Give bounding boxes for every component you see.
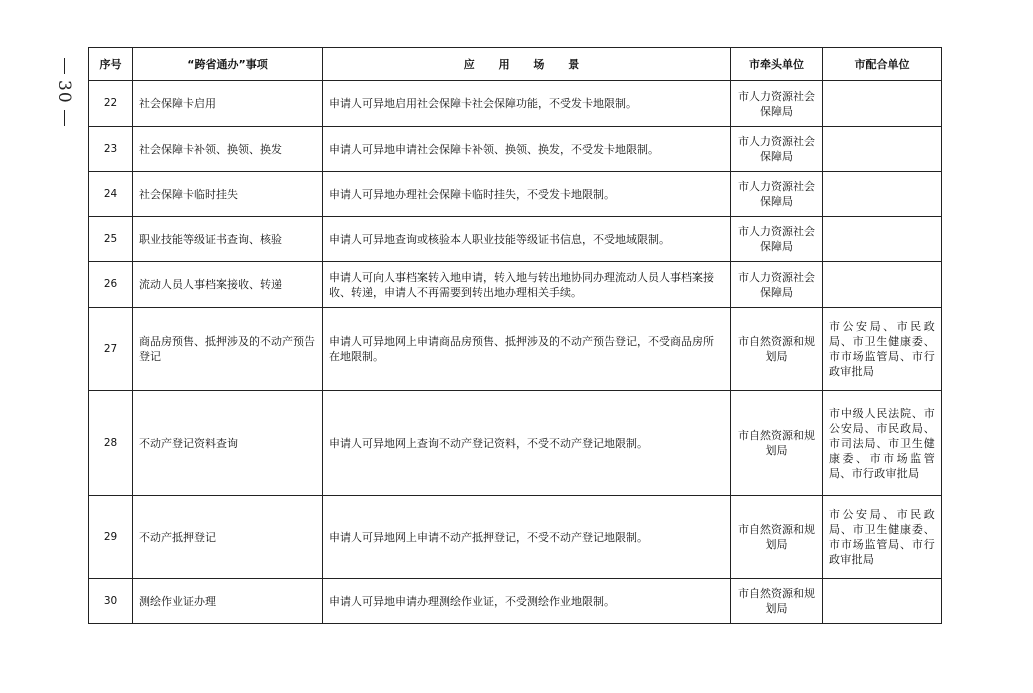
table-row xyxy=(89,127,942,172)
table-row xyxy=(89,172,942,217)
row-lead-unit: 市人力资源社会保障局 xyxy=(731,172,823,217)
row-item: 社会保障卡临时挂失 xyxy=(133,172,323,217)
row-scene: 申请人可异地网上查询不动产登记资料，不受不动产登记地限制。 xyxy=(323,391,731,496)
table-header-row xyxy=(89,48,942,81)
table-row xyxy=(89,308,942,391)
row-number: 30 xyxy=(89,579,133,624)
row-number: 25 xyxy=(89,217,133,262)
row-scene: 申请人可异地申请办理测绘作业证，不受测绘作业地限制。 xyxy=(323,579,731,624)
row-coop-unit: 市中级人民法院、市公安局、市民政局、市司法局、市卫生健康委、市市场监管局、市行政审批局 xyxy=(823,391,942,496)
row-item: 不动产登记资料查询 xyxy=(133,391,323,496)
table-row xyxy=(89,217,942,262)
row-number: 23 xyxy=(89,127,133,172)
row-lead-unit: 市人力资源社会保障局 xyxy=(731,127,823,172)
row-lead-unit: 市自然资源和规划局 xyxy=(731,579,823,624)
row-coop-unit: 市公安局、市民政局、市卫生健康委、市市场监管局、市行政审批局 xyxy=(823,308,942,391)
header-item: “跨省通办”事项 xyxy=(133,48,323,81)
row-number: 28 xyxy=(89,391,133,496)
row-item: 社会保障卡补领、换领、换发 xyxy=(133,127,323,172)
row-lead-unit: 市人力资源社会保障局 xyxy=(731,217,823,262)
row-lead-unit: 市人力资源社会保障局 xyxy=(731,262,823,308)
table-row xyxy=(89,262,942,308)
page-number-text: 30 xyxy=(54,80,74,104)
table-row xyxy=(89,391,942,496)
row-coop-unit xyxy=(823,579,942,624)
header-lead: 市牵头单位 xyxy=(731,48,823,81)
row-item: 流动人员人事档案接收、转递 xyxy=(133,262,323,308)
table-row xyxy=(89,496,942,579)
row-scene: 申请人可异地网上申请不动产抵押登记，不受不动产登记地限制。 xyxy=(323,496,731,579)
row-coop-unit xyxy=(823,127,942,172)
row-item: 职业技能等级证书查询、核验 xyxy=(133,217,323,262)
header-scene-text: 应 用 场 景 xyxy=(463,57,590,71)
row-coop-unit xyxy=(823,217,942,262)
row-number: 24 xyxy=(89,172,133,217)
row-coop-unit xyxy=(823,172,942,217)
row-coop-unit xyxy=(823,262,942,308)
table-row xyxy=(89,579,942,624)
row-number: 29 xyxy=(89,496,133,579)
row-item: 测绘作业证办理 xyxy=(133,579,323,624)
row-lead-unit: 市自然资源和规划局 xyxy=(731,391,823,496)
row-number: 27 xyxy=(89,308,133,391)
services-table xyxy=(88,47,942,624)
row-scene: 申请人可异地申请社会保障卡补领、换领、换发，不受发卡地限制。 xyxy=(323,127,731,172)
row-scene: 申请人可异地网上申请商品房预售、抵押涉及的不动产预告登记，不受商品房所在地限制。 xyxy=(323,308,731,391)
page-number-dash-top xyxy=(64,58,65,74)
row-number: 26 xyxy=(89,262,133,308)
row-coop-unit xyxy=(823,81,942,127)
row-item: 不动产抵押登记 xyxy=(133,496,323,579)
row-item: 商品房预售、抵押涉及的不动产预告登记 xyxy=(133,308,323,391)
row-coop-unit: 市公安局、市民政局、市卫生健康委、市市场监管局、市行政审批局 xyxy=(823,496,942,579)
row-lead-unit: 市自然资源和规划局 xyxy=(731,496,823,579)
page-number-dash-bottom xyxy=(64,110,65,126)
header-coop: 市配合单位 xyxy=(823,48,942,81)
table-row xyxy=(89,81,942,127)
row-lead-unit: 市自然资源和规划局 xyxy=(731,308,823,391)
row-scene: 申请人可异地办理社会保障卡临时挂失，不受发卡地限制。 xyxy=(323,172,731,217)
header-no: 序号 xyxy=(89,48,133,81)
row-scene: 申请人可向人事档案转入地申请，转入地与转出地协同办理流动人员人事档案接收、转递，申请人不再需要到转出地办理相关手续。 xyxy=(323,262,731,308)
row-lead-unit: 市人力资源社会保障局 xyxy=(731,81,823,127)
row-scene: 申请人可异地启用社会保障卡社会保障功能，不受发卡地限制。 xyxy=(323,81,731,127)
header-scene xyxy=(323,48,731,81)
page-number xyxy=(50,58,78,148)
row-scene: 申请人可异地查询或核验本人职业技能等级证书信息，不受地域限制。 xyxy=(323,217,731,262)
row-number: 22 xyxy=(89,81,133,127)
row-item: 社会保障卡启用 xyxy=(133,81,323,127)
